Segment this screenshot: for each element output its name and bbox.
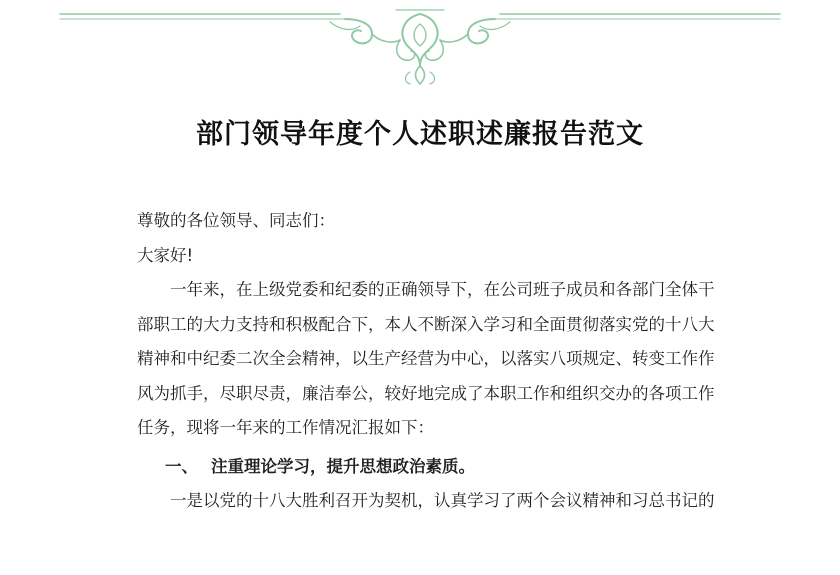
decorative-header-ornament: [0, 0, 840, 100]
document-title: 部门领导年度个人述职述廉报告范文: [196, 119, 644, 150]
paragraph-line: 部职工的大力支持和积极配合下，本人不断深入学习和全面贯彻落实党的十八大: [137, 314, 715, 334]
paragraph-line: 风为抓手，尽职尽责，廉洁奉公，较好地完成了本职工作和组织交办的各项工作: [137, 383, 715, 403]
paragraph-line: 精神和中纪委二次全会精神，以生产经营为中心，以落实八项规定、转变工作作: [137, 349, 715, 368]
salutation: 尊敬的各位领导、同志们：: [137, 211, 335, 230]
document-body: [137, 204, 717, 519]
paragraph-line: 任务，现将一年来的工作情况汇报如下：: [137, 418, 434, 437]
section-heading: [137, 450, 717, 485]
greeting: 大家好!: [137, 245, 194, 265]
paragraph-line: 一年来，在上级党委和纪委的正确领导下，在公司班子成员和各部门全体干: [170, 280, 715, 299]
section-heading-text: 注重理论学习，提升思想政治素质。: [211, 456, 475, 476]
section-number: 一、: [165, 456, 198, 476]
paragraph-line: 一是以党的十八大胜利召开为契机，认真学习了两个会议精神和习总书记的: [170, 491, 715, 510]
